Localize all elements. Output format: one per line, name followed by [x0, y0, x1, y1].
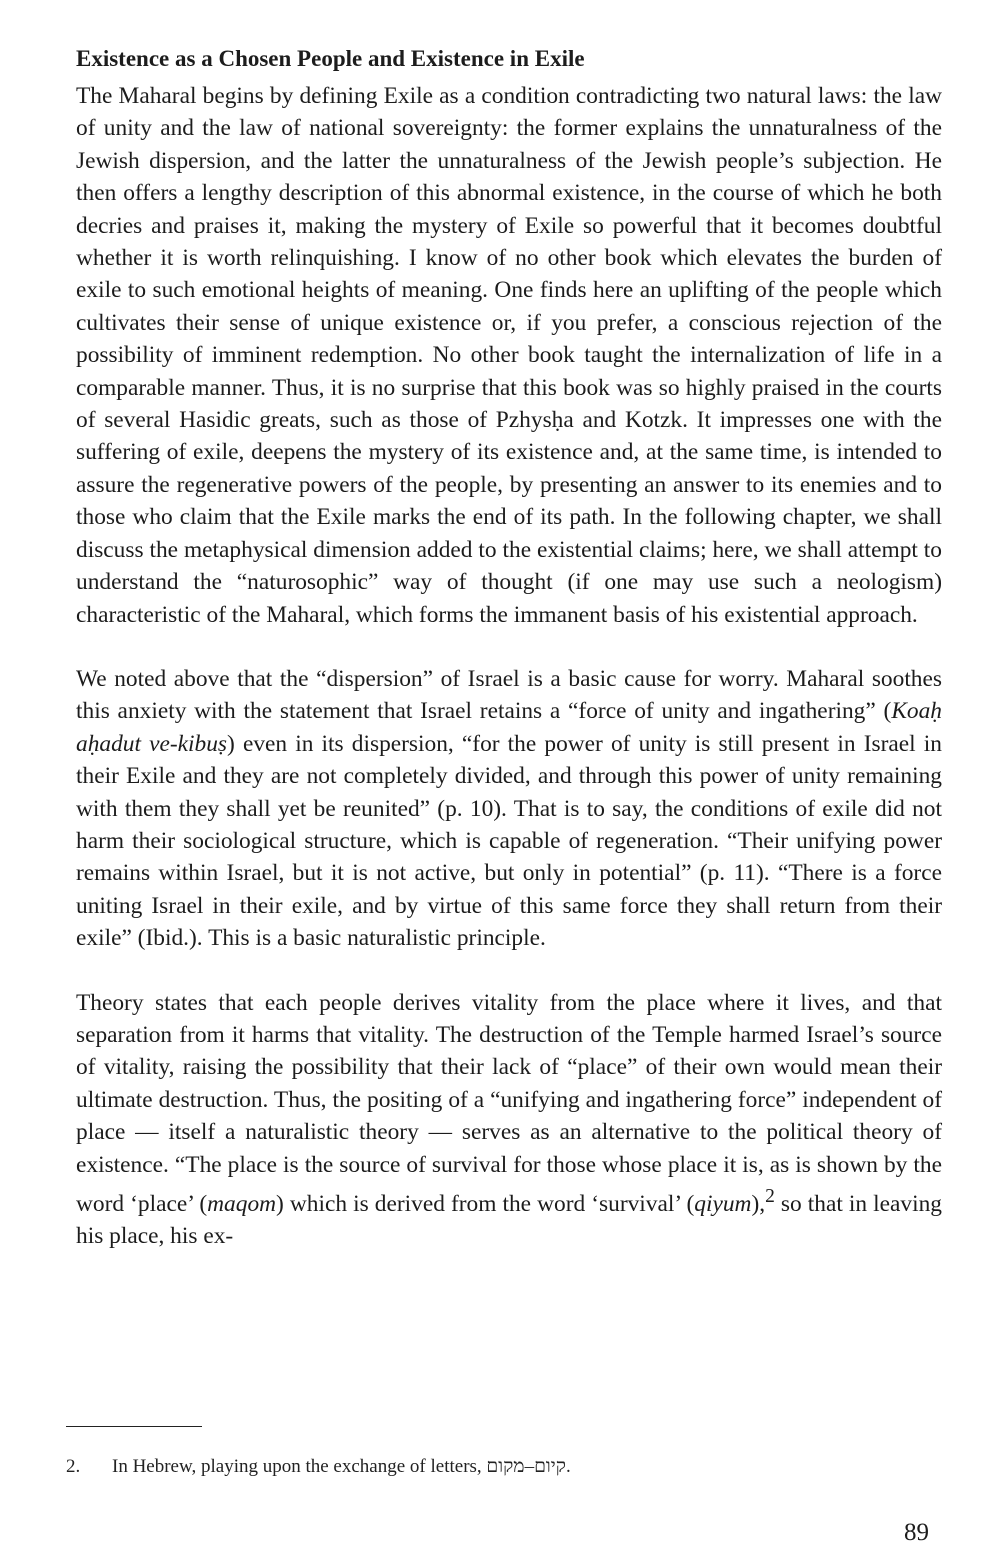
footnote-divider	[66, 1426, 202, 1427]
section-heading: Existence as a Chosen People and Existence in Exile	[76, 46, 585, 71]
paragraph-3-text-b: ) which is derived from the word ‘survival’ (	[276, 1190, 695, 1217]
paragraph-2-text-b: ) even in its dispersion, “for the power of unity is still present in Israel in their Exile and they are not completely divided, and through this power of unity remaining with them they shall yet be reunited” (p. 10). That is to say, the conditions of exile did not harm their sociological structure, which is capable of regeneration. “Their unifying power remains within Israel, but it is not active, but only in potential” (p. 11). “There is a force uniting Israel in their exile, and by virtue of this same force they shall return from their exile” (Ibid.). This is a basic naturalistic principle.	[76, 730, 942, 952]
paragraph-2-text-a: We noted above that the “dispersion” of Israel is a basic cause for worry. Maharal soothes this anxiety with the statement that Israel retains a “force of unity and ingathering” (	[76, 665, 942, 725]
page-number: 89	[904, 1519, 929, 1546]
footnote	[66, 1454, 571, 1480]
footnote-text: In Hebrew, playing upon the exchange of letters, קיום–מקום.	[112, 1456, 571, 1477]
paragraph-gap	[76, 631, 942, 663]
paragraph-3-text-c: ),	[751, 1190, 766, 1217]
paragraph-3-text-d: so that in leaving his place, his ex-	[76, 1190, 942, 1250]
paragraph-3-italic-maqom: maqom	[207, 1190, 277, 1217]
paragraph-3-italic-qiyum: qiyum	[694, 1190, 752, 1217]
page-body	[76, 44, 942, 1253]
footnote-reference: 2	[765, 1186, 775, 1207]
paragraph-2	[76, 663, 942, 955]
paragraph-1: The Maharal begins by defining Exile as a condition contradicting two natural laws: the law of unity and the law of national sovereignty: the former explains the unnaturalness of the Jewish dispersion, and the latter the unnaturalness of the Jewish people’s subjection. He then offers a lengthy description of this abnormal existence, in the course of which he both decries and praises it, making the mystery of Exile so powerful that it becomes doubtful whether it is worth relinquishing. I know of no other book which elevates the burden of exile to such emotional heights of meaning. One finds here an uplifting of the people which cultivates their sense of unique existence or, if you prefer, a conscious rejection of the possibility of imminent redemption. No other book taught the internalization of life in a comparable manner. Thus, it is no surprise that this book was so highly praised in the courts of several Hasidic greats, such as those of Pzhysḥa and Kotzk. It impresses one with the suffering of exile, deepens the mystery of its existence and, at the same time, is intended to assure the regenerative powers of the people, by presenting an answer to its enemies and to those who claim that the Exile marks the end of its path. In the following chapter, we shall discuss the metaphysical dimension added to the existential claims; here, we shall attempt to understand the “naturosophic” way of thought (if one may use such a neologism) characteristic of the Maharal, which forms the immanent basis of his existential approach.	[76, 83, 942, 628]
paragraph-gap	[76, 955, 942, 987]
paragraph-3	[76, 987, 942, 1253]
paragraph-3-text-a: Theory states that each people derives vitality from the place where it lives, and that separation from it harms that vitality. The destruction of the Temple harmed Israel’s source of vitality, raising the possibility that their lack of “place” of their own would mean their ultimate destruction. Thus, the positing of a “unifying and ingathering force” independent of place — itself a naturalistic theory — serves as an alternative to the political theory of existence. “The place is the source of survival for those whose place it is, as is shown by the word ‘place’ (	[76, 989, 942, 1217]
footnote-number: 2.	[66, 1456, 81, 1477]
paragraph-2-italic-term: Koaḥ aḥadut ve-kibuṣ	[76, 698, 942, 757]
